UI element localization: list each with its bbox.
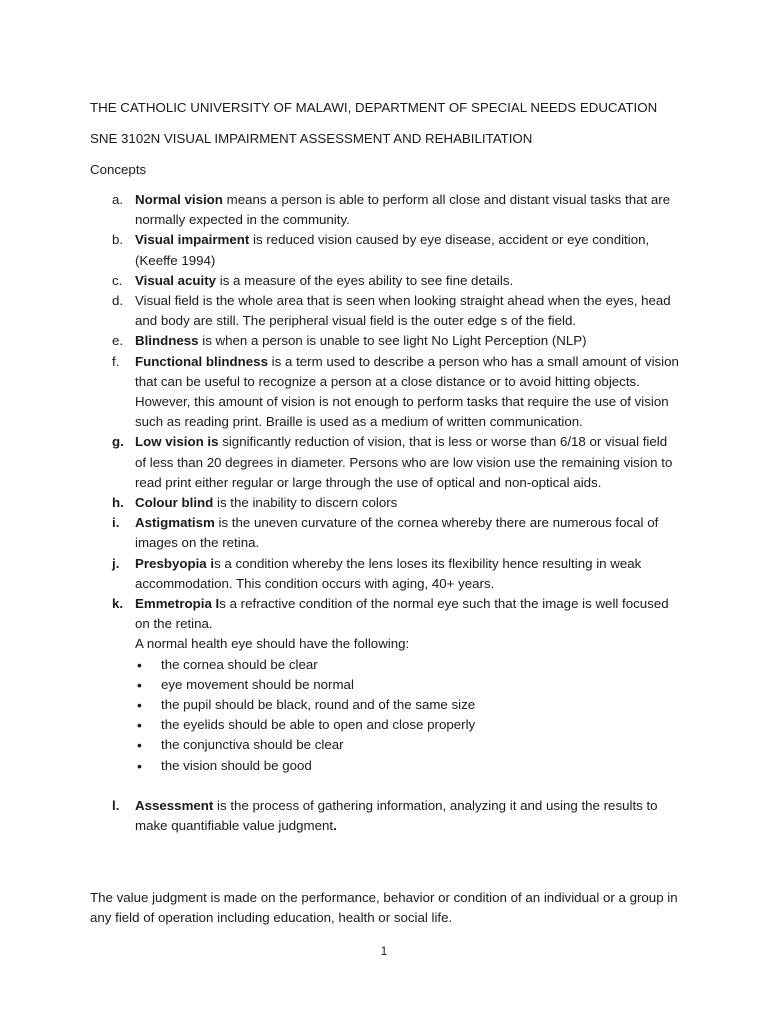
bullet-item: • the cornea should be clear xyxy=(161,655,768,675)
concept-definition: is the uneven curvature of the cornea whereby there are numerous focal of images on the retina. xyxy=(135,515,659,551)
concept-term: Low vision is xyxy=(135,434,219,450)
bullet-item: • the conjunctiva should be clear xyxy=(161,735,768,755)
concept-term: Assessment xyxy=(135,797,214,813)
concept-definition: is the process of gathering information, analyzing it and using the results to make quantifiable value judgment xyxy=(135,797,658,834)
concept-definition: means a person is able to perform all close and distant visual tasks that are normally expected in the community. xyxy=(135,192,671,228)
concept-item-i xyxy=(112,513,680,553)
item-marker: l. xyxy=(112,797,120,813)
concept-item-f xyxy=(112,352,680,433)
concept-item-k xyxy=(112,594,680,634)
concept-definition: s a refractive condition of the normal eye such that the image is well focused on the retina. xyxy=(135,596,669,632)
healthy-eye-bullet-list xyxy=(0,655,768,776)
concept-definition: Visual field is the whole area that is seen when looking straight ahead when the eyes, head and body are still. The peripheral visual field is the outer edge s of the field. xyxy=(135,293,671,329)
concept-term: Presbyopia i xyxy=(135,555,215,571)
concept-term: Emmetropia I xyxy=(135,596,220,612)
concept-term: Colour blind xyxy=(135,495,214,511)
concept-definition: is reduced vision caused by eye disease, accident or eye condition, (Keeffe 1994) xyxy=(135,232,650,268)
bullet-item: • the pupil should be black, round and of the same size xyxy=(161,695,768,715)
concept-term: Blindness xyxy=(135,333,199,349)
closing-paragraph: The value judgment is made on the performance, behavior or condition of an individual or a group in any field of operation including education, health or social life. xyxy=(90,890,678,926)
concept-item-g xyxy=(112,432,680,493)
concept-term: Astigmatism xyxy=(135,515,215,531)
course-title: SNE 3102N VISUAL IMPAIRMENT ASSESSMENT AND REHABILITATION xyxy=(90,131,533,146)
concept-item-h xyxy=(112,493,680,513)
item-marker: b. xyxy=(112,232,124,248)
spacer xyxy=(0,776,768,796)
concept-item-l xyxy=(112,796,680,836)
concepts-list xyxy=(0,190,768,836)
concept-definition: is a measure of the eyes ability to see fine details. xyxy=(216,272,514,288)
concept-item-j xyxy=(112,554,680,594)
concept-definition: is when a person is unable to see light No Light Perception (NLP) xyxy=(198,333,587,349)
concept-item-a xyxy=(112,190,680,230)
concept-item-c xyxy=(112,271,680,291)
item-marker: i. xyxy=(112,515,120,531)
item-marker: g. xyxy=(112,434,124,450)
bullet-item: • the vision should be good xyxy=(161,756,768,776)
page-number: 1 xyxy=(380,944,388,958)
section-heading: Concepts xyxy=(90,162,147,177)
bullet-item: • eye movement should be normal xyxy=(161,675,768,695)
concept-item-e xyxy=(112,331,680,351)
concept-definition: is the inability to discern colors xyxy=(213,495,398,511)
item-marker: c. xyxy=(112,272,123,288)
concept-term: Visual impairment xyxy=(135,232,250,248)
bullet-item: • the eyelids should be able to open and close properly xyxy=(161,715,768,735)
healthy-eye-intro: A normal health eye should have the following: xyxy=(135,636,410,652)
concept-term: Visual acuity xyxy=(135,272,217,288)
concept-definition: s a condition whereby the lens loses its flexibility hence resulting in weak accommodation. This condition occurs with aging, 40+ years. xyxy=(135,555,642,591)
concept-definition: significantly reduction of vision, that is less or worse than 6/18 or visual field of less than 20 degrees in diameter. Persons who are low vision use the remaining vision to read print either regular or large through the use of optical and non-optical aids. xyxy=(135,434,673,490)
concept-term: Normal vision xyxy=(135,192,223,207)
item-marker: k. xyxy=(112,596,124,612)
concept-term: Functional blindness xyxy=(135,353,268,369)
item-marker: d. xyxy=(112,293,124,309)
item-marker: h. xyxy=(112,495,124,511)
concept-definition: is a term used to describe a person who has a small amount of vision that can be useful to recognize a person at a close distance or to avoid hitting objects. However, this amount of vision is not enough to perform tasks that require the use of vision such as reading print. Braille is used as a medium of written communication. xyxy=(135,353,679,430)
definition-end-period: . xyxy=(333,818,337,834)
concept-item-d xyxy=(112,291,680,331)
item-marker: a. xyxy=(112,192,124,207)
item-marker: e. xyxy=(112,333,124,349)
item-marker: j. xyxy=(112,555,120,571)
concept-item-b xyxy=(112,230,680,270)
item-marker: f. xyxy=(112,353,120,369)
university-heading: THE CATHOLIC UNIVERSITY OF MALAWI, DEPARTMENT OF SPECIAL NEEDS EDUCATION xyxy=(90,100,658,115)
